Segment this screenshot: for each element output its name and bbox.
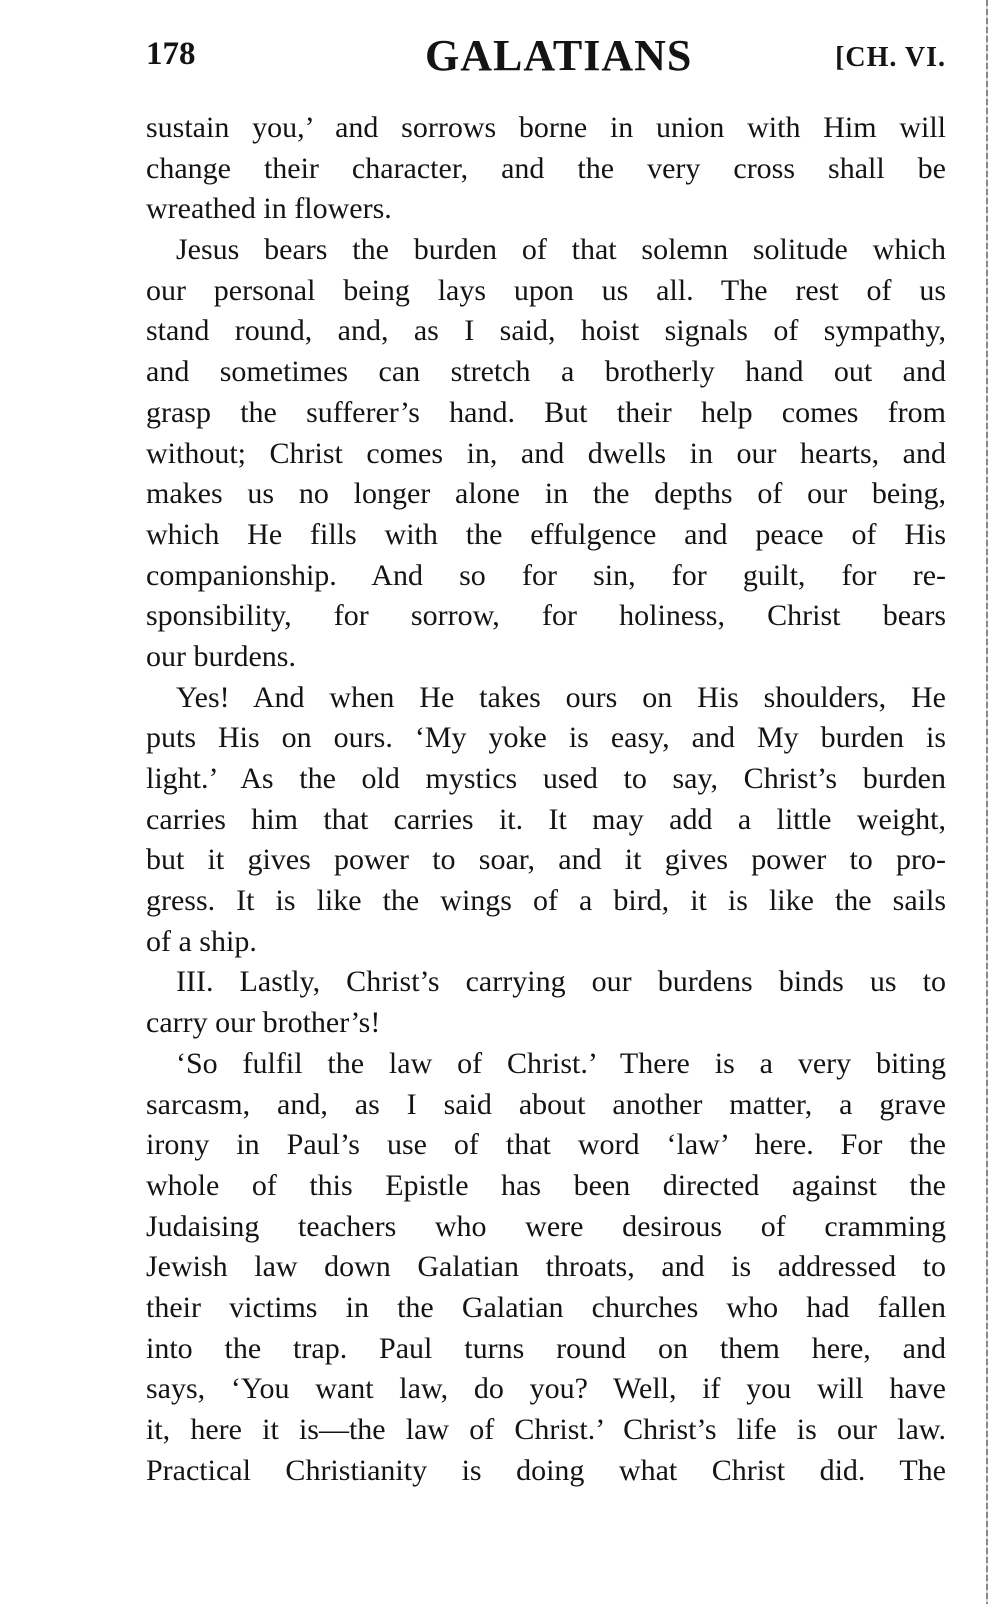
text-line: which He fills with the effulgence and peace of His <box>146 517 946 551</box>
text-line: grasp the sufferer’s hand. But their help comes from <box>146 395 946 429</box>
text-line: of a ship. <box>146 924 257 958</box>
text-line: irony in Paul’s use of that word ‘law’ here. For the <box>146 1128 946 1162</box>
text-line: carries him that carries it. It may add a little weight, <box>146 802 946 836</box>
page-number: 178 <box>146 36 196 72</box>
text-line: Practical Christianity is doing what Christ did. The <box>146 1453 946 1487</box>
text-line: light.’ As the old mystics used to say, Christ’s burden <box>146 762 946 795</box>
text-line: sustain you,’ and sorrows borne in union with Him will <box>146 111 946 144</box>
text-line: wreathed in flowers. <box>146 192 392 226</box>
text-line: companionship. And so for sin, for guilt, for re- <box>146 558 946 592</box>
text-line: sponsibility, for sorrow, for holiness, Christ bears <box>146 599 946 633</box>
text-line: sarcasm, and, as I said about another matter, a grave <box>146 1087 946 1121</box>
body-text <box>146 108 946 1491</box>
text-line: stand round, and, as I said, hoist signals of sympathy, <box>146 314 946 348</box>
text-line: Jesus bears the burden of that solemn solitude which <box>176 233 946 267</box>
page-edge-line <box>986 0 988 1604</box>
running-title: GALATIANS <box>425 31 693 80</box>
chapter-reference: [CH. VI. <box>835 42 946 73</box>
text-line: but it gives power to soar, and it gives power to pro- <box>146 843 946 877</box>
text-line: it, here it is—the law of Christ.’ Christ’s life is our law. <box>146 1413 946 1446</box>
text-line: puts His on ours. ‘My yoke is easy, and My burden is <box>146 721 946 755</box>
running-header <box>146 30 946 86</box>
text-line: without; Christ comes in, and dwells in our hearts, and <box>146 436 946 470</box>
text-line: our burdens. <box>146 639 296 673</box>
text-line: makes us no longer alone in the depths of our being, <box>146 477 946 511</box>
text-line: III. Lastly, Christ’s carrying our burdens binds us to <box>176 965 946 999</box>
text-line: into the trap. Paul turns round on them here, and <box>146 1331 946 1365</box>
text-line: says, ‘You want law, do you? Well, if you will have <box>146 1372 946 1406</box>
text-line: Jewish law down Galatian throats, and is addressed to <box>146 1250 946 1284</box>
text-line: carry our brother’s! <box>146 1006 381 1040</box>
text-line: ‘So fulfil the law of Christ.’ There is a very biting <box>176 1046 946 1080</box>
text-line: and sometimes can stretch a brotherly hand out and <box>146 355 946 389</box>
text-line: their victims in the Galatian churches who had fallen <box>146 1290 946 1324</box>
text-line: our personal being lays upon us all. The rest of us <box>146 273 946 307</box>
text-line: Judaising teachers who were desirous of cramming <box>146 1209 946 1243</box>
text-line: whole of this Epistle has been directed against the <box>146 1168 946 1202</box>
text-line: gress. It is like the wings of a bird, it is like the sails <box>146 884 946 918</box>
text-line: Yes! And when He takes ours on His shoulders, He <box>176 680 946 714</box>
text-line: change their character, and the very cross shall be <box>146 151 946 185</box>
